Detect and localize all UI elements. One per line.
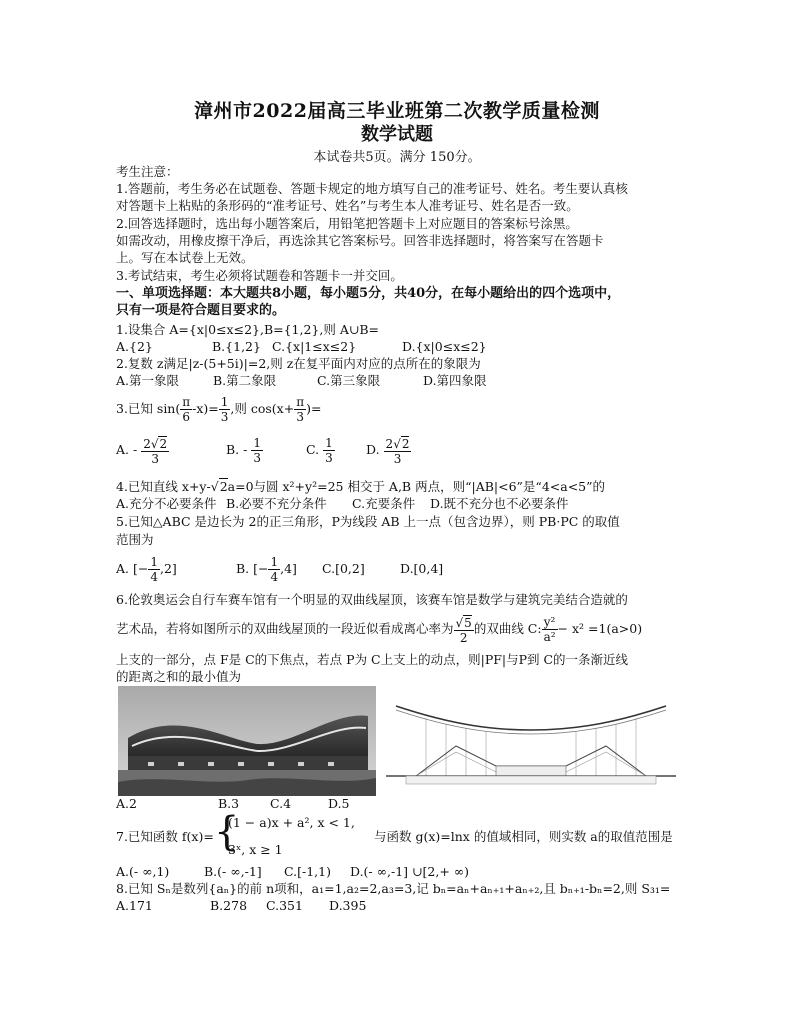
q6-option-d: D.5 (328, 796, 350, 811)
q5-stem-2: 范围为 (116, 532, 154, 547)
q5-option-a: A. [− $\frac{1}{4}$ ,2] (116, 555, 177, 584)
q5-option-d: D.[0,4] (400, 561, 444, 576)
q7-option-c: C.[-1,1) (284, 864, 331, 879)
q4-option-c: C.充要条件 (352, 496, 416, 511)
q7-option-d: D.(- ∞,-1] ∪[2,+ ∞) (350, 864, 470, 879)
q1-option-c: C.{x|1≤x≤2} (272, 339, 357, 354)
q4-options (116, 496, 569, 512)
q2-option-b: B.第二象限 (213, 373, 277, 388)
q3-fraction-pi-6: $\frac{\pi}{6}$ (182, 395, 191, 424)
q5-stem-1: 5.已知△ABC 是边长为 2的正三角形，P为线段 AB 上一点（包含边界），则 PB·PC 的取值 (116, 514, 620, 529)
q1-stem: 1.设集合 A={x|0≤x≤2},B={1,2},则 A∪B= (116, 322, 379, 337)
q2-options (116, 373, 487, 389)
notice-line-6: 3.考试结束，考生必须将试题卷和答题卡一并交回。 (116, 268, 403, 283)
q5-option-b: B. [− $\frac{1}{4}$ ,4] (236, 555, 297, 584)
q3-options (116, 432, 411, 468)
q6-option-a: A.2 (116, 796, 137, 811)
q8-option-a: A.171 (116, 898, 153, 913)
section-heading-cont: 只有一项是符合题目要求的。 (116, 303, 286, 318)
q7-case-2: 3ˣ, x ≥ 1 (228, 842, 283, 857)
q7-case-1: (1 − a)x + a², x < 1, (228, 815, 355, 830)
notice-line-5: 上。写在本试卷上无效。 (116, 250, 254, 265)
page-subtitle: 数学试题 (361, 124, 433, 145)
notice-line-3: 2.回答选择题时，选出每小题答案后，用铅笔把答题卡上对应题目的答案标号涂黑。 (116, 216, 578, 231)
q8-stem: 8.已知 Sₙ是数列{aₙ}的前 n项和，a₁=1,a₂=2,a₃=3,记 bₙ=aₙ+aₙ₊₁+aₙ₊₂,且 bₙ₊₁-bₙ=2,则 S₃₁= (116, 881, 671, 896)
section-heading: 一、单项选择题：本大题共8小题，每小题5分，共40分，在每小题给出的四个选项中， (116, 286, 621, 301)
q6-option-c: C.4 (270, 796, 292, 811)
q3-option-a: A. - $\frac{2√2}{3}$ (116, 436, 168, 466)
velodrome-section-drawing (386, 686, 676, 796)
q1-options (116, 339, 487, 355)
q3-fraction-pi-3: $\frac{\pi}{3}$ (296, 395, 305, 424)
q5-options (116, 553, 443, 585)
q8-option-d: D.395 (329, 898, 367, 913)
q7-option-a: A.(- ∞,1) (116, 864, 170, 879)
notice-line-1: 1.答题前，考生务必在试题卷、答题卡规定的地方填写自己的准考证号、姓名。考生要认真核 (116, 181, 628, 196)
q4-option-d: D.既不充分也不必要条件 (430, 496, 569, 511)
q3-fraction-1-3: $\frac{1}{3}$ (220, 395, 229, 424)
exam-info: 本试卷共5页。满分 150分。 (313, 150, 481, 165)
page-title: 漳州市2022届高三毕业班第二次教学质量检测 (194, 100, 600, 122)
q8-option-b: B.278 (210, 898, 248, 913)
notice-heading: 考生注意： (116, 164, 179, 179)
q8-options (116, 898, 366, 914)
q2-stem: 2.复数 z满足|z-(5+5i)|=2,则 z在复平面内对应的点所在的象限为 (116, 356, 481, 371)
q6-stem-3: 上支的一部分，点 F是 C的下焦点，若点 P为 C上支上的动点，则|PF|与P到 C的一条渐近线 (116, 652, 629, 667)
q1-option-d: D.{x|0≤x≤2} (402, 339, 487, 354)
q7-option-b: B.(- ∞,-1] (204, 864, 262, 879)
q5-option-c: C.[0,2] (322, 561, 365, 576)
q7-piecewise-brace: { (214, 809, 240, 855)
q3-option-d: D. $\frac{2√2}{3}$ (366, 436, 410, 466)
q7-stem-post: 与函数 g(x)=lnx 的值域相同，则实数 a的取值范围是 (374, 829, 673, 844)
q3-option-b: B. - $\frac{1}{3}$ (226, 436, 261, 465)
q2-option-a: A.第一象限 (116, 373, 180, 388)
q4-stem: 4.已知直线 x+y-√2a=0与圆 x²+y²=25 相交于 A,B 两点，则“|AB|<6”是“4<a<5”的 (116, 479, 606, 494)
q3-stem: 3.已知 sin( $\frac{\pi}{6}$ -x)= $\frac{1}{3}$ ,则 cos(x+ $\frac{\pi}{3}$ )= (116, 395, 322, 424)
q7-options (116, 864, 469, 880)
notice-line-2: 对答题卡上粘贴的条形码的“准考证号、姓名”与考生本人准考证号、姓名是否一致。 (116, 198, 579, 213)
q8-option-c: C.351 (266, 898, 303, 913)
notice-line-4: 如需改动，用橡皮擦干净后，再选涂其它答案标号。回答非选择题时，将答案写在答题卡 (116, 233, 604, 248)
q1-option-a: A.{2} (116, 339, 153, 354)
q6-option-b: B.3 (218, 796, 240, 811)
q6-stem-2: 艺术品，若将如图所示的双曲线屋顶的一段近似看成离心率为 $\frac{√5}{2}$ 的双曲线 C: $\frac{\text{y²}}{\text{a²}}$ − x² =1(a>0) (116, 615, 643, 645)
q1-option-b: B.{1,2} (212, 339, 261, 354)
q2-option-c: C.第三象限 (317, 373, 381, 388)
q4-option-a: A.充分不必要条件 (116, 496, 217, 511)
q6-stem-4: 的距离之和的最小值为 (116, 669, 242, 684)
velodrome-photo (118, 686, 376, 796)
q3-option-c: C. $\frac{1}{3}$ (306, 436, 333, 465)
q7-stem-pre: 7.已知函数 f(x)= (116, 829, 214, 844)
q6-stem-1: 6.伦敦奥运会自行车赛车馆有一个明显的双曲线屋顶，该赛车馆是数学与建筑完美结合造就的 (116, 592, 628, 607)
q2-option-d: D.第四象限 (423, 373, 487, 388)
q4-option-b: B.必要不充分条件 (226, 496, 327, 511)
